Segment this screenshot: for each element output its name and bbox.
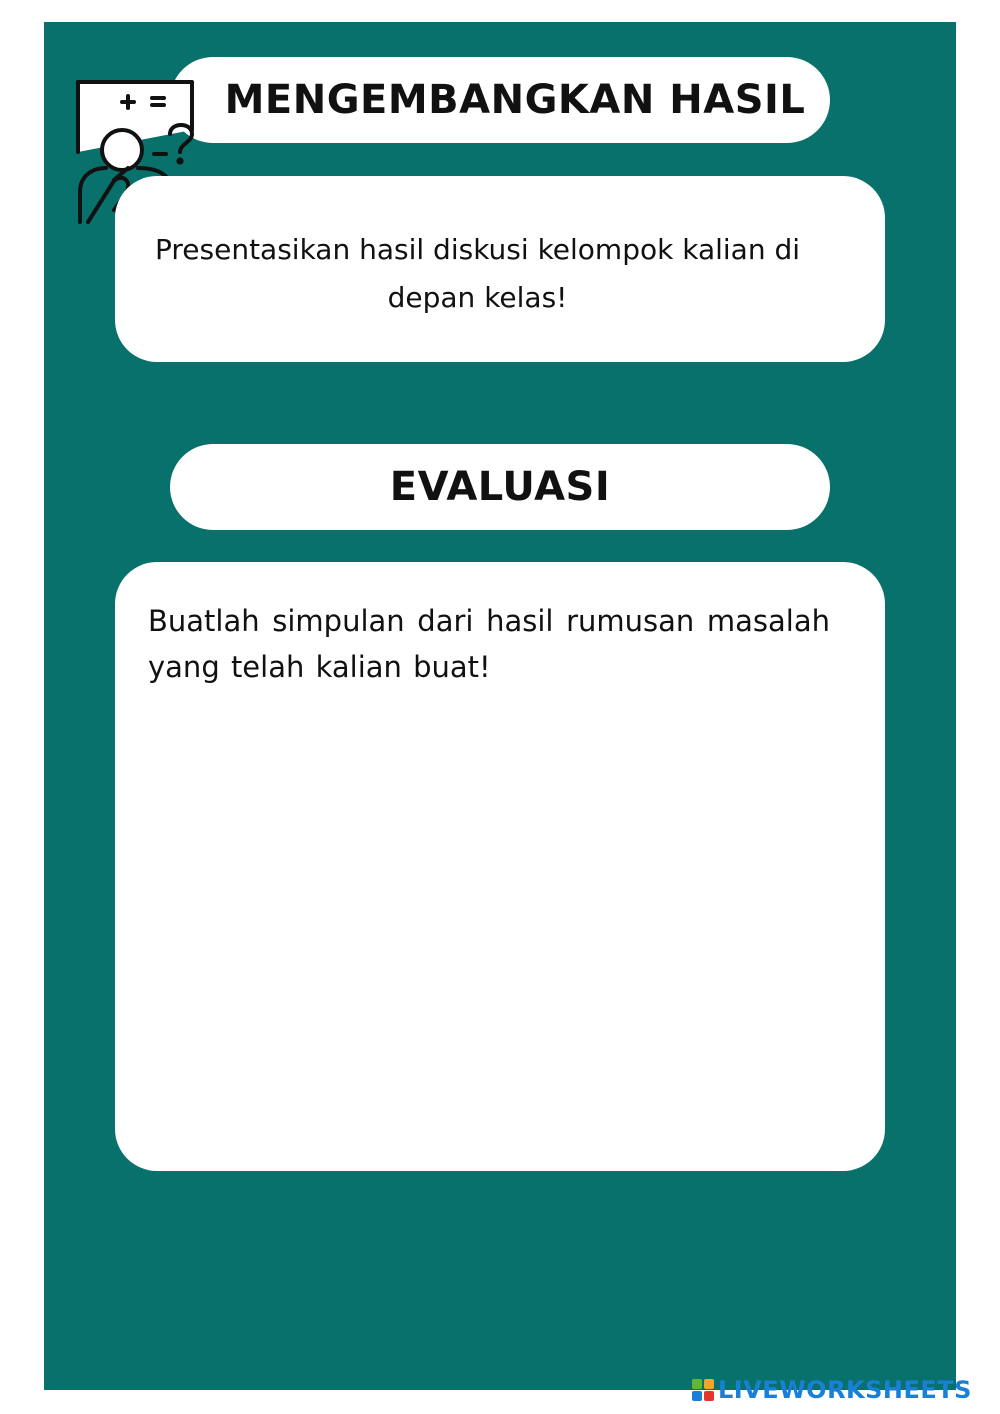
instruction-text-2: Buatlah simpulan dari hasil rumusan masalah yang telah kalian buat! (148, 604, 830, 684)
section-title-pill (170, 57, 830, 143)
section-title-pill (170, 444, 830, 530)
section-title-mengembangkan: MENGEMBANGKAN HASIL (224, 77, 806, 123)
instruction-text-1: Presentasikan hasil diskusi kelompok kalian di depan kelas! (155, 233, 801, 314)
instruction-panel-1 (115, 176, 885, 362)
liveworksheets-watermark (692, 1376, 972, 1404)
liveworksheets-logo-icon (692, 1379, 714, 1401)
watermark-text: LIVEWORKSHEETS (718, 1376, 972, 1404)
answer-panel[interactable] (115, 562, 885, 1171)
section-title-evaluasi: EVALUASI (389, 464, 611, 510)
